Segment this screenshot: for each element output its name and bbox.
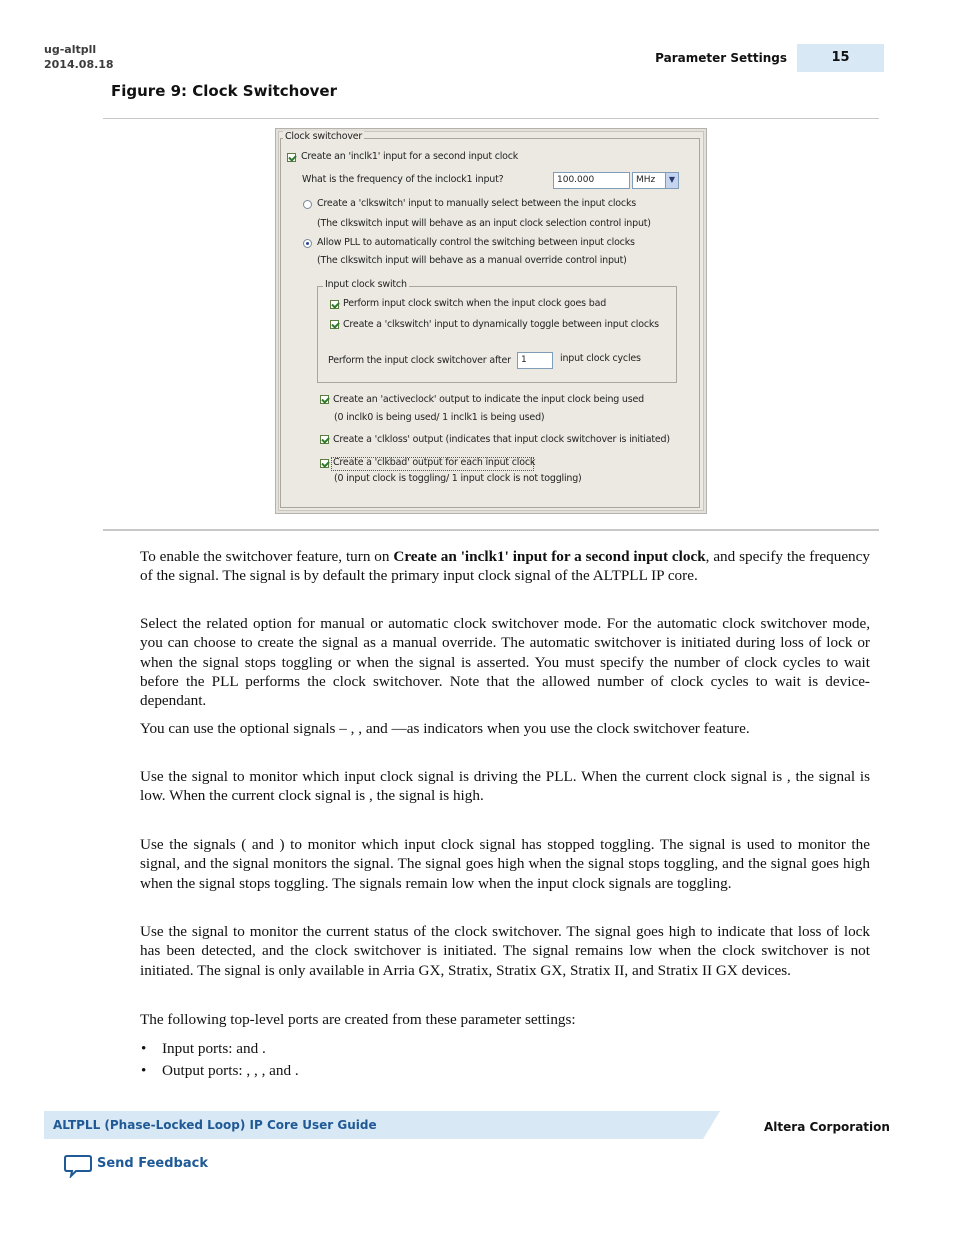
- cycles-label: input clock cycles: [560, 353, 641, 364]
- auto-switch-label: Allow PLL to automatically control the switching between input clocks: [317, 237, 635, 248]
- footer-company: Altera Corporation: [764, 1120, 890, 1134]
- input-clock-switch-title: Input clock switch: [325, 279, 407, 290]
- send-feedback-link[interactable]: Send Feedback: [97, 1156, 208, 1171]
- clkloss-checkbox[interactable]: [320, 435, 329, 444]
- manual-switch-note: (The clkswitch input will behave as an input clock selection control input): [317, 218, 651, 229]
- doc-id-block: [44, 42, 114, 72]
- perform-bad-label: Perform input clock switch when the input clock goes bad: [343, 298, 607, 309]
- create-inclk1-checkbox[interactable]: [287, 153, 296, 162]
- perform-bad-checkbox[interactable]: [330, 300, 339, 309]
- p1-tail: , and specify the frequency of the signal. The signal is by default the primary input clock signal of the ALTPLL IP core.: [140, 548, 870, 585]
- clkloss-label: Create a 'clkloss' output (indicates that input clock switchover is initiated): [333, 434, 670, 445]
- create-inclk1-label: Create an 'inclk1' input for a second input clock: [301, 151, 519, 162]
- chevron-down-icon: ▼: [665, 173, 678, 188]
- activeclock-checkbox[interactable]: [320, 395, 329, 404]
- freq-question-label: What is the frequency of the inclock1 input?: [302, 174, 504, 185]
- manual-switch-label: Create a 'clkswitch' input to manually select between the input clocks: [317, 198, 636, 209]
- activeclock-label: Create an 'activeclock' output to indicate the input clock being used: [333, 394, 644, 405]
- figure-title: Figure 9: Clock Switchover: [111, 82, 337, 100]
- paragraph-enable-switchover: [140, 547, 870, 586]
- auto-switch-radio[interactable]: [303, 239, 312, 248]
- p1-lead: To enable the switchover feature, turn on: [140, 548, 394, 565]
- clock-switchover-group-title: Clock switchover: [285, 131, 363, 142]
- freq-input[interactable]: 100.000: [553, 172, 630, 189]
- paragraph-clkloss: Use the signal to monitor the current status of the clock switchover. The signal goes high to indicate that loss of lock has been detected, and the clock switchover is initiated. The signal remains low when the clock switchover is not initiated. The signal is only available in Arria GX, Stratix, Stratix GX, Stratix II, and Stratix II GX devices.: [140, 923, 870, 979]
- p1-option-name: Create an 'inclk1' input for a second input clock: [393, 548, 706, 565]
- ports-list: [140, 1038, 299, 1082]
- feedback-speech-bubble-icon[interactable]: [64, 1154, 92, 1178]
- footer-guide-title: ALTPLL (Phase-Locked Loop) IP Core User Guide: [53, 1118, 377, 1132]
- page-number: 15: [797, 44, 884, 72]
- list-item-input-ports: • Input ports: and .: [140, 1038, 299, 1060]
- clkbad-checkbox[interactable]: [320, 459, 329, 468]
- paragraph-ports-intro: The following top-level ports are created from these parameter settings:: [140, 1011, 576, 1028]
- manual-switch-radio[interactable]: [303, 200, 312, 209]
- paragraph-activeclock: Use the signal to monitor which input clock signal is driving the PLL. When the current clock signal is , the signal is low. When the current clock signal is , the signal is high.: [140, 768, 870, 805]
- doc-id: ug-altpll: [44, 43, 97, 56]
- paragraph-optional-signals: You can use the optional signals – , , and —as indicators when you use the clock switchover feature.: [140, 720, 750, 737]
- section-label: Parameter Settings: [655, 51, 787, 65]
- activeclock-note: (0 inclk0 is being used/ 1 inclk1 is being used): [334, 412, 545, 423]
- paragraph-clkbad: Use the signals ( and ) to monitor which input clock signal has stopped toggling. The signal is used to monitor the signal, and the signal monitors the signal. The signal goes high when the signal stops toggling, and the signal goes high when the signal stops toggling. The signals remain low when the input clock signals are toggling.: [140, 836, 870, 892]
- figure-top-rule: [103, 118, 879, 119]
- list-item-output-ports: • Output ports: , , , and .: [140, 1060, 299, 1082]
- clkbad-label: Create a 'clkbad' output for each input clock: [333, 457, 536, 468]
- freq-unit-value: MHz: [636, 175, 656, 185]
- create-clkswitch-checkbox[interactable]: [330, 320, 339, 329]
- cycles-input[interactable]: 1: [517, 352, 553, 369]
- create-clkswitch-label: Create a 'clkswitch' input to dynamically toggle between input clocks: [343, 319, 659, 330]
- perform-after-label: Perform the input clock switchover after: [328, 355, 511, 366]
- clkbad-note: (0 input clock is toggling/ 1 input clock is not toggling): [334, 473, 582, 484]
- figure-bottom-rule: [103, 529, 879, 531]
- auto-switch-note: (The clkswitch input will behave as a manual override control input): [317, 255, 627, 266]
- doc-date: 2014.08.18: [44, 58, 114, 71]
- paragraph-switchover-mode: Select the related option for manual or automatic clock switchover mode. For the automatic clock switchover mode, you can choose to create the signal as a manual override. The automatic switchover is initiated during loss of lock or when the signal stops toggling or when the signal is asserted. You must specify the number of clock cycles to wait before the PLL performs the clock switchover. Note that the allowed number of clock cycles to wait is device-dependant.: [140, 615, 870, 710]
- freq-unit-select[interactable]: [632, 172, 679, 189]
